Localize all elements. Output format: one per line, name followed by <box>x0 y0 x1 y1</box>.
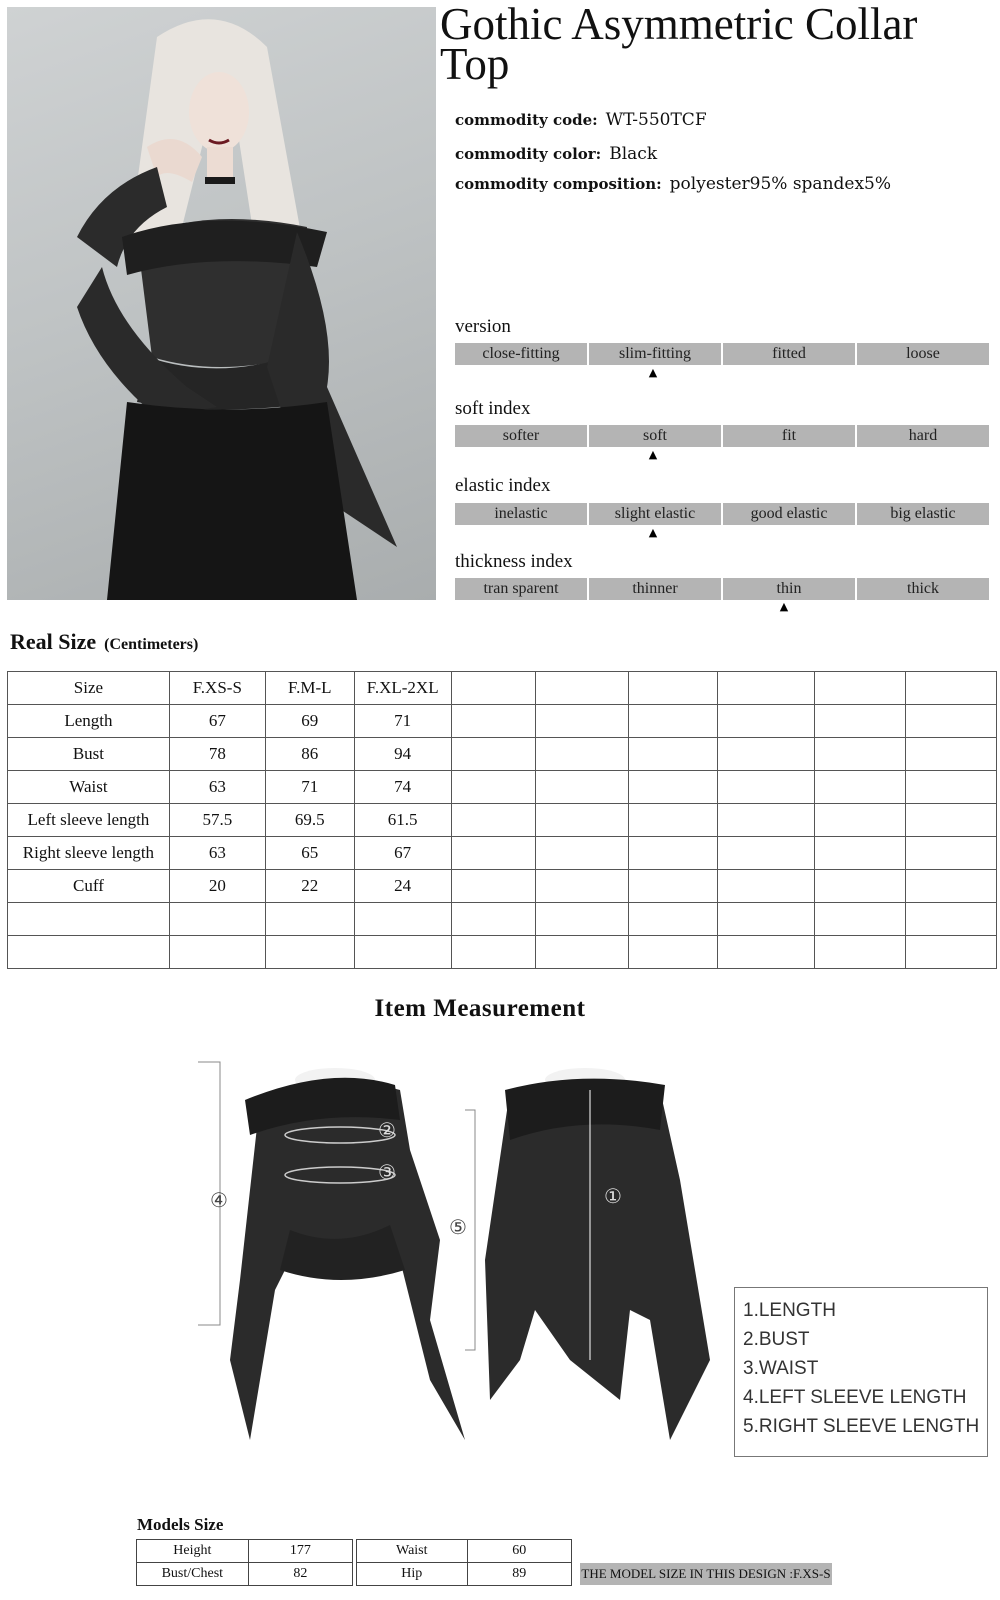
marker-length: ① <box>604 1184 622 1208</box>
table-cell: Cuff <box>8 870 170 903</box>
garment-measurement-illustration <box>190 1060 730 1520</box>
model-bust-value: 82 <box>248 1563 352 1586</box>
elastic-index-option: big elastic <box>857 503 989 525</box>
size-table-header <box>8 672 997 705</box>
table-cell: 67 <box>354 837 451 870</box>
version-option: close-fitting <box>455 343 587 365</box>
elastic-index-option: inelastic <box>455 503 587 525</box>
item-measurement-title: Item Measurement <box>374 995 586 1022</box>
table-cell: 94 <box>354 738 451 771</box>
model-waist-label: Waist <box>357 1540 468 1563</box>
product-title: Gothic Asymmetric Collar Top <box>440 0 918 89</box>
table-row <box>357 1563 572 1586</box>
size-table <box>7 671 997 969</box>
commodity-code-value: WT-550TCF <box>605 110 707 130</box>
legend-item: 4.LEFT SLEEVE LENGTH <box>743 1387 967 1408</box>
size-header-cell: Size <box>8 672 170 705</box>
table-row <box>8 870 997 903</box>
marker-right-sleeve: ⑤ <box>449 1215 467 1239</box>
elastic-index-option: good elastic <box>723 503 855 525</box>
table-cell: 61.5 <box>354 804 451 837</box>
size-header-cell: F.XL-2XL <box>354 672 451 705</box>
table-row <box>8 705 997 738</box>
table-cell: 22 <box>265 870 354 903</box>
elastic-index-selected-marker: ▲ <box>648 526 658 539</box>
table-cell: 24 <box>354 870 451 903</box>
table-cell: Length <box>8 705 170 738</box>
table-cell: 71 <box>354 705 451 738</box>
thickness-index-label: thickness index <box>455 551 573 572</box>
marker-bust: ② <box>378 1118 396 1142</box>
commodity-color-value: Black <box>609 144 658 164</box>
model-height-label: Height <box>137 1540 249 1563</box>
version-option: fitted <box>723 343 855 365</box>
commodity-composition-value: polyester95% spandex5% <box>669 174 892 194</box>
table-row <box>137 1540 353 1563</box>
thickness-index-option: thick <box>857 578 989 600</box>
version-scale <box>455 343 989 365</box>
measurement-legend <box>734 1287 988 1457</box>
legend-item: 2.BUST <box>743 1329 810 1350</box>
soft-index-option: soft <box>589 425 721 447</box>
table-cell: 57.5 <box>169 804 265 837</box>
commodity-code-row <box>455 110 707 130</box>
soft-index-selected-marker: ▲ <box>648 448 658 461</box>
table-cell: 69.5 <box>265 804 354 837</box>
table-cell: Right sleeve length <box>8 837 170 870</box>
soft-index-option: hard <box>857 425 989 447</box>
table-row <box>8 936 997 969</box>
measurement-diagram <box>190 1060 730 1520</box>
thickness-index-selected-marker: ▲ <box>779 600 789 613</box>
table-cell: Waist <box>8 771 170 804</box>
product-photo <box>7 7 436 600</box>
models-size-table-right <box>356 1539 572 1586</box>
elastic-index-label: elastic index <box>455 475 551 496</box>
models-size-title: Models Size <box>137 1515 224 1534</box>
thickness-index-scale <box>455 578 989 600</box>
table-row <box>8 903 997 936</box>
commodity-color-row <box>455 144 657 164</box>
table-cell: 86 <box>265 738 354 771</box>
model-size-note: THE MODEL SIZE IN THIS DESIGN :F.XS-S <box>580 1563 832 1585</box>
legend-item: 5.RIGHT SLEEVE LENGTH <box>743 1416 980 1437</box>
table-row <box>357 1540 572 1563</box>
table-cell: Left sleeve length <box>8 804 170 837</box>
table-row <box>137 1563 353 1586</box>
table-cell: 63 <box>169 837 265 870</box>
table-cell: 74 <box>354 771 451 804</box>
commodity-composition-label: commodity composition: <box>455 175 662 193</box>
model-hip-label: Hip <box>357 1563 468 1586</box>
version-option: slim-fitting <box>589 343 721 365</box>
table-cell: 67 <box>169 705 265 738</box>
real-size-unit: (Centimeters) <box>104 636 199 653</box>
size-header-cell: F.XS-S <box>169 672 265 705</box>
marker-left-sleeve: ④ <box>210 1188 228 1212</box>
version-label: version <box>455 316 511 337</box>
version-option: loose <box>857 343 989 365</box>
commodity-code-label: commodity code: <box>455 111 598 129</box>
thickness-index-option: thin <box>723 578 855 600</box>
commodity-composition-row <box>455 174 891 194</box>
table-cell: 65 <box>265 837 354 870</box>
table-cell: Bust <box>8 738 170 771</box>
table-row <box>8 804 997 837</box>
table-row <box>8 837 997 870</box>
thickness-index-option: thinner <box>589 578 721 600</box>
soft-index-label: soft index <box>455 398 531 419</box>
elastic-index-scale <box>455 503 989 525</box>
model-photo-illustration <box>7 7 436 600</box>
table-cell: 63 <box>169 771 265 804</box>
thickness-index-option: tran sparent <box>455 578 587 600</box>
table-cell: 71 <box>265 771 354 804</box>
size-header-cell: F.M-L <box>265 672 354 705</box>
marker-waist: ③ <box>378 1160 396 1184</box>
models-size-table-left <box>136 1539 353 1586</box>
real-size-heading <box>10 629 198 655</box>
table-row <box>8 771 997 804</box>
table-row <box>8 738 997 771</box>
soft-index-option: fit <box>723 425 855 447</box>
elastic-index-option: slight elastic <box>589 503 721 525</box>
model-hip-value: 89 <box>467 1563 571 1586</box>
version-selected-marker: ▲ <box>648 366 658 379</box>
soft-index-scale <box>455 425 989 447</box>
legend-item: 3.WAIST <box>743 1358 819 1379</box>
model-height-value: 177 <box>248 1540 352 1563</box>
table-cell: 69 <box>265 705 354 738</box>
soft-index-option: softer <box>455 425 587 447</box>
table-cell: 20 <box>169 870 265 903</box>
model-waist-value: 60 <box>467 1540 571 1563</box>
commodity-color-label: commodity color: <box>455 145 602 163</box>
legend-item: 1.LENGTH <box>743 1300 836 1321</box>
model-bust-label: Bust/Chest <box>137 1563 249 1586</box>
table-cell: 78 <box>169 738 265 771</box>
real-size-title: Real Size <box>10 629 97 654</box>
